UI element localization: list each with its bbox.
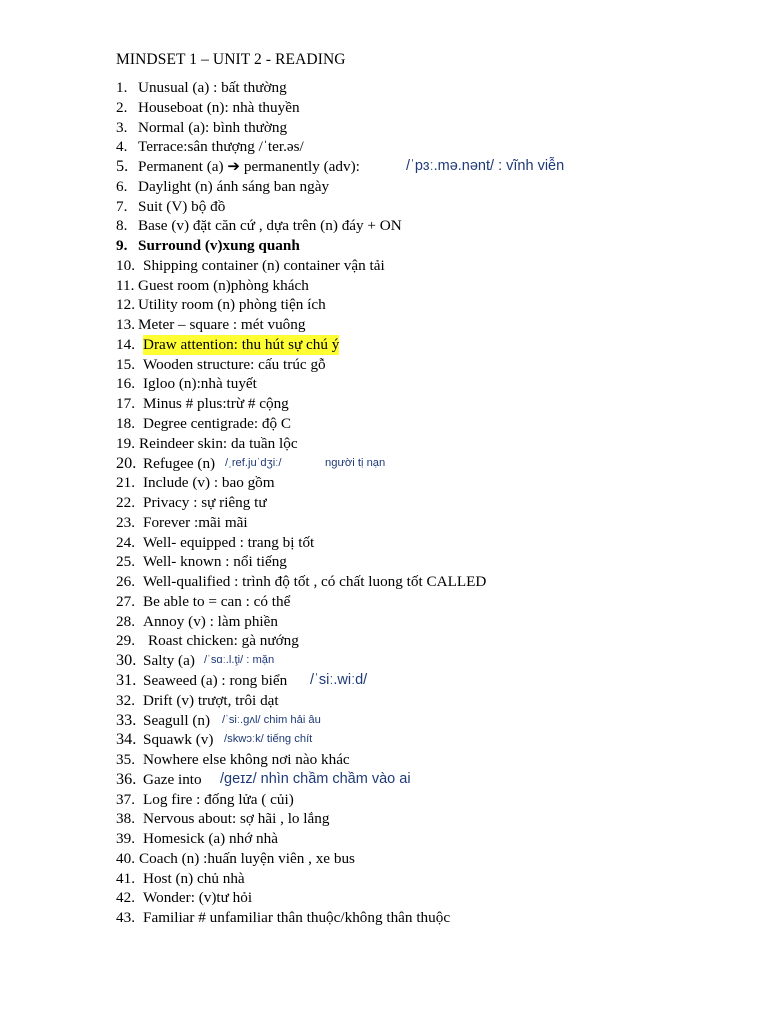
item-number: 4. <box>116 138 128 156</box>
list-item <box>0 592 768 612</box>
item-number: 6. <box>116 177 128 195</box>
item-text: Familiar # unfamiliar thân thuộc/không thân thuộc <box>143 909 451 927</box>
item-number: 30. <box>116 651 137 670</box>
item-text: Seagull (n) <box>143 711 211 729</box>
item-text: Meter – square : mét vuông <box>138 316 306 334</box>
list-item <box>0 671 768 691</box>
list-item <box>0 790 768 810</box>
item-meaning: người tị nạn <box>325 456 386 469</box>
item-pronunciation: /skwɔːk/ tiếng chít <box>224 733 313 746</box>
item-number: 27. <box>116 592 135 610</box>
item-number: 8. <box>116 217 128 235</box>
list-item <box>0 315 768 335</box>
item-number: 5. <box>116 157 129 176</box>
list-item <box>0 552 768 572</box>
list-item <box>0 434 768 454</box>
item-text: Igloo (n):nhà tuyết <box>143 375 257 393</box>
list-item <box>0 335 768 355</box>
list-item <box>0 533 768 553</box>
item-text: Base (v) đặt căn cứ , dựa trên (n) đáy + ON <box>138 217 402 235</box>
item-number: 22. <box>116 494 135 512</box>
item-pronunciation: /ˈpɜː.mə.nənt/ : vĩnh viễn <box>406 158 565 175</box>
item-text: Terrace:sân thượng /ˈter.əs/ <box>138 138 304 156</box>
item-number: 38. <box>116 810 135 828</box>
item-text: Minus # plus:trừ # cộng <box>143 395 289 413</box>
item-number: 18. <box>116 415 135 433</box>
item-text: Shipping container (n) container vận tải <box>143 256 385 274</box>
item-pronunciation: /ˌref.juˈdʒiː/ <box>225 456 282 469</box>
vocabulary-list <box>0 78 768 928</box>
item-number: 36. <box>116 769 137 788</box>
item-text: Well-qualified : trình độ tốt , có chất luong tốt CALLED <box>143 573 487 591</box>
list-item <box>0 711 768 731</box>
item-number: 39. <box>116 830 135 848</box>
list-item <box>0 216 768 236</box>
list-item <box>0 177 768 197</box>
item-text: Surround (v)xung quanh <box>138 237 300 255</box>
item-number: 35. <box>116 751 135 769</box>
item-number: 16. <box>116 375 135 393</box>
list-item <box>0 908 768 928</box>
item-number: 29. <box>116 632 135 650</box>
item-text: Squawk (v) <box>143 731 214 749</box>
item-number: 40. <box>116 849 135 867</box>
item-number: 9. <box>116 237 128 255</box>
list-item <box>0 809 768 829</box>
item-text: Wooden structure: cấu trúc gỗ <box>143 355 326 373</box>
item-number: 14. <box>116 335 135 353</box>
list-item <box>0 612 768 632</box>
item-number: 41. <box>116 869 135 887</box>
list-item <box>0 513 768 533</box>
list-item <box>0 118 768 138</box>
list-item <box>0 473 768 493</box>
item-number: 11. <box>116 276 135 294</box>
item-text: Homesick (a) nhớ nhà <box>143 830 278 848</box>
item-pronunciation: /ˈsiː.wiːd/ <box>310 671 368 688</box>
list-item <box>0 256 768 276</box>
item-number: 34. <box>116 730 137 749</box>
item-number: 2. <box>116 98 128 116</box>
list-item <box>0 394 768 414</box>
list-item <box>0 730 768 750</box>
item-number: 3. <box>116 118 128 136</box>
list-item <box>0 98 768 118</box>
item-number: 17. <box>116 395 135 413</box>
list-item <box>0 414 768 434</box>
item-text: Seaweed (a) : rong biển <box>143 671 288 689</box>
item-text: Include (v) : bao gồm <box>143 474 275 492</box>
list-item <box>0 849 768 869</box>
item-text: Well- known : nổi tiếng <box>143 553 287 571</box>
list-item <box>0 493 768 513</box>
list-item <box>0 137 768 157</box>
item-number: 15. <box>116 355 135 373</box>
item-text: Suit (V) bộ đồ <box>138 197 226 215</box>
item-text: Salty (a) <box>143 652 195 670</box>
item-number: 33. <box>116 710 137 729</box>
item-text: Gaze into <box>143 770 202 788</box>
item-number: 13. <box>116 316 135 334</box>
list-item <box>0 78 768 98</box>
item-text: Daylight (n) ánh sáng ban ngày <box>138 177 330 195</box>
list-item <box>0 374 768 394</box>
list-item <box>0 829 768 849</box>
list-item <box>0 157 768 177</box>
item-text: Reindeer skin: da tuần lộc <box>139 434 298 452</box>
list-item <box>0 276 768 296</box>
item-number: 26. <box>116 573 135 591</box>
item-number: 7. <box>116 197 128 215</box>
item-number: 19. <box>116 434 135 452</box>
item-number: 37. <box>116 790 135 808</box>
item-text: Wonder: (v)tư hỏi <box>143 889 253 907</box>
item-text: Forever :mãi mãi <box>143 513 248 531</box>
list-item <box>0 631 768 651</box>
item-text: Roast chicken: gà nướng <box>148 632 299 650</box>
item-number: 28. <box>116 612 135 630</box>
item-number: 23. <box>116 513 135 531</box>
item-text: Nervous about: sợ hãi , lo lắng <box>143 810 330 828</box>
list-item <box>0 888 768 908</box>
item-number: 31. <box>116 670 137 689</box>
list-item <box>0 770 768 790</box>
item-text: Guest room (n)phòng khách <box>138 276 309 294</box>
item-pronunciation: /ɡeɪz/ nhìn chầm chầm vào ai <box>220 770 411 787</box>
list-item <box>0 197 768 217</box>
item-number: 42. <box>116 889 135 907</box>
item-text: Nowhere else không nơi nào khác <box>143 751 350 769</box>
item-text: Privacy : sự riêng tư <box>143 494 267 512</box>
item-number: 10. <box>116 256 135 274</box>
list-item <box>0 572 768 592</box>
list-item <box>0 691 768 711</box>
item-text: Degree centigrade: độ C <box>143 415 292 433</box>
item-text: Utility room (n) phòng tiện ích <box>138 296 326 314</box>
item-text: Coach (n) :huấn luyện viên , xe bus <box>139 849 355 867</box>
list-item <box>0 651 768 671</box>
item-number: 21. <box>116 474 135 492</box>
list-item <box>0 355 768 375</box>
item-text: Host (n) chủ nhà <box>143 869 245 887</box>
item-number: 32. <box>116 691 135 709</box>
list-item <box>0 869 768 889</box>
item-text: Be able to = can : có thể <box>143 592 291 610</box>
item-number: 43. <box>116 909 135 927</box>
item-number: 24. <box>116 533 135 551</box>
list-item <box>0 454 768 474</box>
item-number: 1. <box>116 79 128 96</box>
item-number: 25. <box>116 553 135 571</box>
item-text: Log fire : đống lửa ( củi) <box>143 790 294 808</box>
list-item <box>0 750 768 770</box>
list-item <box>0 295 768 315</box>
item-number: 12. <box>116 296 135 314</box>
item-text: Refugee (n) <box>143 454 216 472</box>
item-number: 20. <box>116 453 137 472</box>
item-pronunciation: /ˈsiː.ɡʌl/ chim hải âu <box>222 713 321 726</box>
item-text: Houseboat (n): nhà thuyền <box>138 98 300 116</box>
document-title: MINDSET 1 – UNIT 2 - READING <box>116 51 346 68</box>
item-text: Annoy (v) : làm phiền <box>143 612 278 630</box>
list-item <box>0 236 768 256</box>
item-text: Unusual (a) : bất thường <box>138 79 287 96</box>
item-pronunciation: /ˈsɑː.l.ţi/ : mặn <box>204 654 275 667</box>
item-text: Drift (v) trượt, trôi dạt <box>143 691 279 709</box>
item-text: Well- equipped : trang bị tốt <box>143 533 315 551</box>
item-text: Permanent (a) ➔ permanently (adv): <box>138 158 360 176</box>
item-text: Normal (a): bình thường <box>138 118 288 136</box>
item-text-highlighted: Draw attention: thu hút sự chú ý <box>143 335 340 353</box>
